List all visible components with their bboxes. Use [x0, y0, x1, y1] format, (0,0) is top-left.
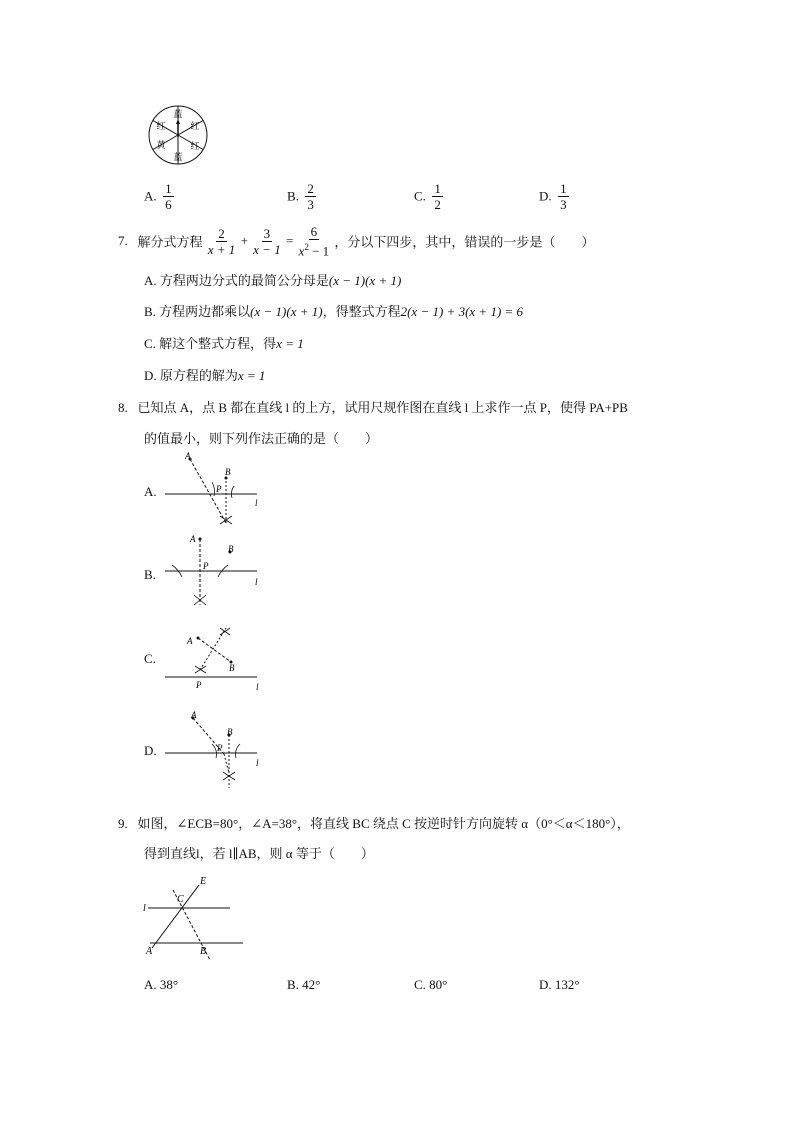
- q9-stem-line2: 得到直线l，若 l∥AB，则 α 等于（ ）: [144, 846, 374, 861]
- q6-option-c: C. $\frac{1}{2}$: [414, 181, 441, 212]
- svg-text:l: l: [143, 903, 146, 914]
- q6-option-b: B. $\frac{2}{3}$: [287, 181, 314, 212]
- q9-stem-line1: 9. 如图，∠ECB=80°，∠A=38°，将直线 BC 绕点 C 按逆时针方向旋转 α（0°＜α＜180°），: [118, 816, 630, 831]
- sector-label: 红: [156, 121, 166, 131]
- svg-text:B: B: [229, 663, 235, 673]
- question-number: 8.: [118, 400, 128, 415]
- svg-text:P: P: [217, 743, 223, 753]
- q6-option-d: D. $\frac{1}{3}$: [539, 181, 567, 212]
- sector-label: 蓝: [173, 152, 183, 162]
- q9-option-b: B. 42°: [287, 977, 321, 992]
- q8-option-b-label: B.: [144, 567, 156, 582]
- q7-option-d: D. 原方程的解为x = 1: [144, 368, 266, 383]
- svg-text:l: l: [256, 682, 259, 692]
- q9-option-d: D. 132°: [539, 977, 580, 992]
- q7-stem: 7. 解分式方程 $\frac{2}{x + 1}$ + $\frac{3}{x - 1}$ = $\frac{6}{x^2 - 1}$ ，分以下四步，其中，错误的一步是（ ）: [118, 224, 595, 259]
- spinner-figure: [148, 100, 208, 170]
- svg-text:A: A: [185, 451, 191, 461]
- q7-option-c: C. 解这个整式方程，得x = 1: [144, 336, 304, 351]
- q9-option-a: A. 38°: [144, 977, 179, 992]
- q6-option-a: A. $\frac{1}{6}$: [144, 181, 172, 212]
- svg-text:P: P: [216, 484, 222, 494]
- svg-text:l: l: [256, 758, 259, 768]
- svg-text:C: C: [177, 894, 184, 905]
- q8-option-c-label: C.: [144, 651, 156, 666]
- q9-option-c: C. 80°: [414, 977, 448, 992]
- svg-text:B: B: [227, 727, 233, 737]
- q8-stem-line1: 8. 已知点 A，点 B 都在直线 l 的上方，试用尺规作图在直线 l 上求作一点 P，使得 PA+PB: [118, 400, 628, 415]
- svg-text:A: A: [191, 710, 197, 720]
- sector-label: 黄: [156, 140, 166, 150]
- svg-text:B: B: [228, 544, 234, 554]
- svg-text:P: P: [203, 561, 209, 571]
- sector-label: 红: [190, 121, 200, 131]
- svg-text:B: B: [200, 946, 207, 957]
- sector-label: 蓝: [173, 109, 183, 119]
- q8-option-d-label: D.: [144, 743, 157, 758]
- svg-text:P: P: [196, 680, 202, 690]
- q8-figure-a: [160, 450, 270, 525]
- q7-option-b: B. 方程两边都乘以(x − 1)(x + 1)，得整式方程2(x − 1) + 3(x + 1) = 6: [144, 304, 524, 319]
- q9-figure: [140, 870, 250, 960]
- question-number: 7.: [118, 233, 128, 249]
- svg-text:l: l: [255, 577, 258, 587]
- svg-text:l: l: [255, 498, 258, 508]
- q8-figure-b: [160, 533, 270, 608]
- svg-text:E: E: [200, 876, 207, 887]
- q8-stem-line2: 的值最小，则下列作法正确的是（ ）: [144, 431, 379, 446]
- svg-text:A: A: [190, 534, 196, 544]
- sector-label: 红: [190, 141, 200, 151]
- svg-text:A: A: [187, 636, 193, 646]
- q8-option-a-label: A.: [144, 484, 157, 499]
- question-number: 9.: [118, 816, 128, 831]
- svg-text:A: A: [146, 946, 153, 957]
- q8-figure-d: [160, 708, 270, 793]
- q8-figure-c: [160, 620, 270, 695]
- q7-option-a: A. 方程两边分式的最简公分母是(x − 1)(x + 1): [144, 273, 402, 288]
- svg-text:B: B: [225, 467, 231, 477]
